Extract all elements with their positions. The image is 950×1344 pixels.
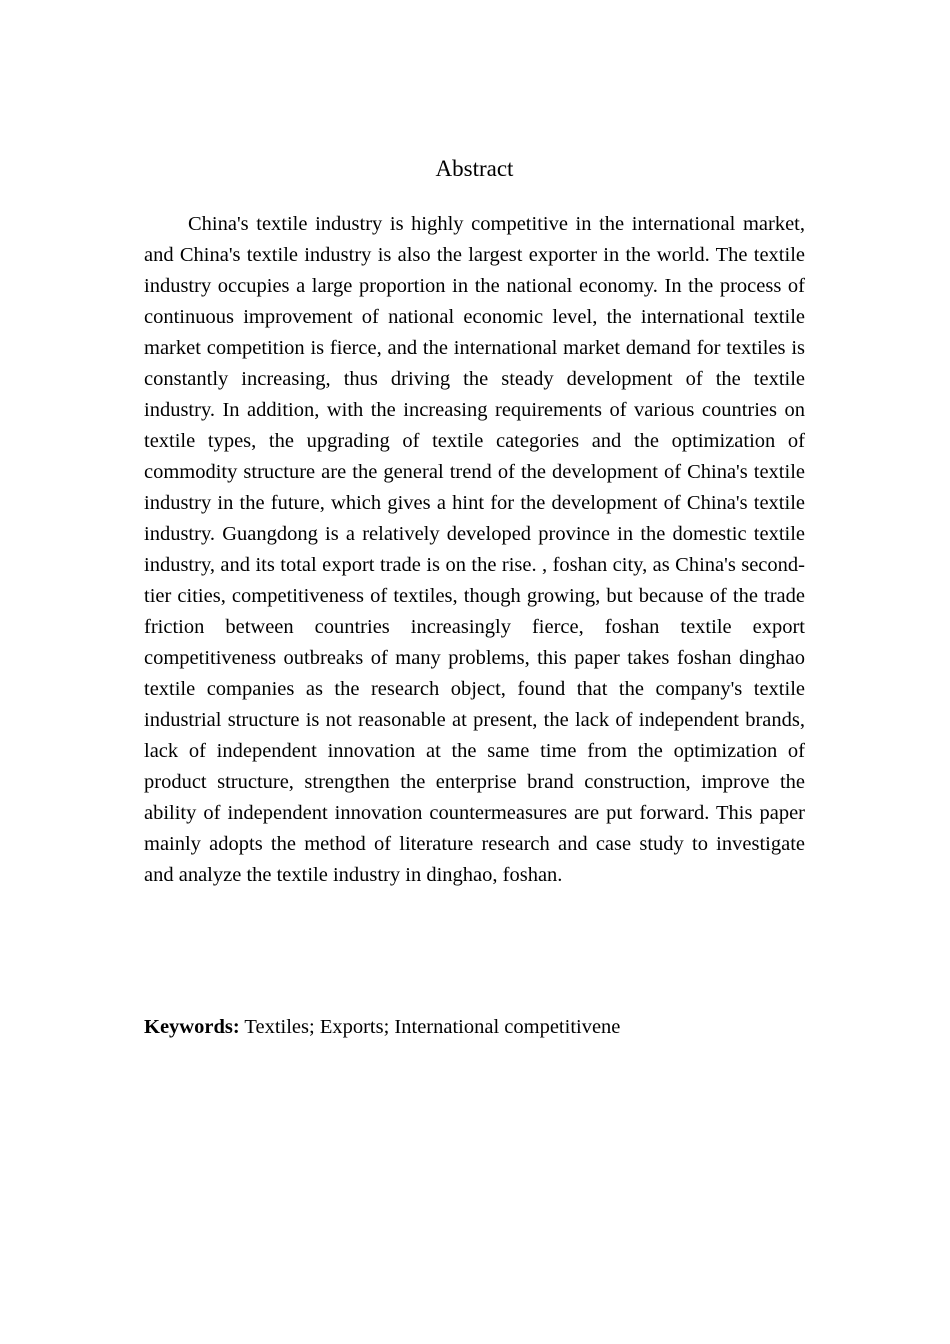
keywords-line [144, 1012, 805, 1043]
keywords-text: Textiles; Exports; International competitivene [239, 1016, 621, 1038]
keywords-label: Keywords: [144, 1016, 240, 1038]
abstract-heading: Abstract [435, 156, 514, 181]
abstract-body: China's textile industry is highly competitive in the international market, and China's textile industry is also the largest exporter in the world. The textile industry occupies a large proportion in the national economy. In the process of continuous improvement of national economic level, the international textile market competition is fierce, and the international market demand for textiles is constantly increasing, thus driving the steady development of the textile industry. In addition, with the increasing requirements of various countries on textile types, the upgrading of textile categories and the optimization of commodity structure are the general trend of the development of China's textile industry in the future, which gives a hint for the development of China's textile industry. Guangdong is a relatively developed province in the domestic textile industry, and its total export trade is on the rise. , foshan city, as China's second-tier cities, competitiveness of textiles, though growing, but because of the trade friction between countries increasingly fierce, foshan textile export competitiveness outbreaks of many problems, this paper takes foshan dinghao textile companies as the research object, found that the company's textile industrial structure is not reasonable at present, the lack of independent brands, lack of independent innovation at the same time from the optimization of product structure, strengthen the enterprise brand construction, improve the ability of independent innovation countermeasures are put forward. This paper mainly adopts the method of literature research and case study to investigate and analyze the textile industry in dinghao, foshan. [144, 213, 805, 886]
